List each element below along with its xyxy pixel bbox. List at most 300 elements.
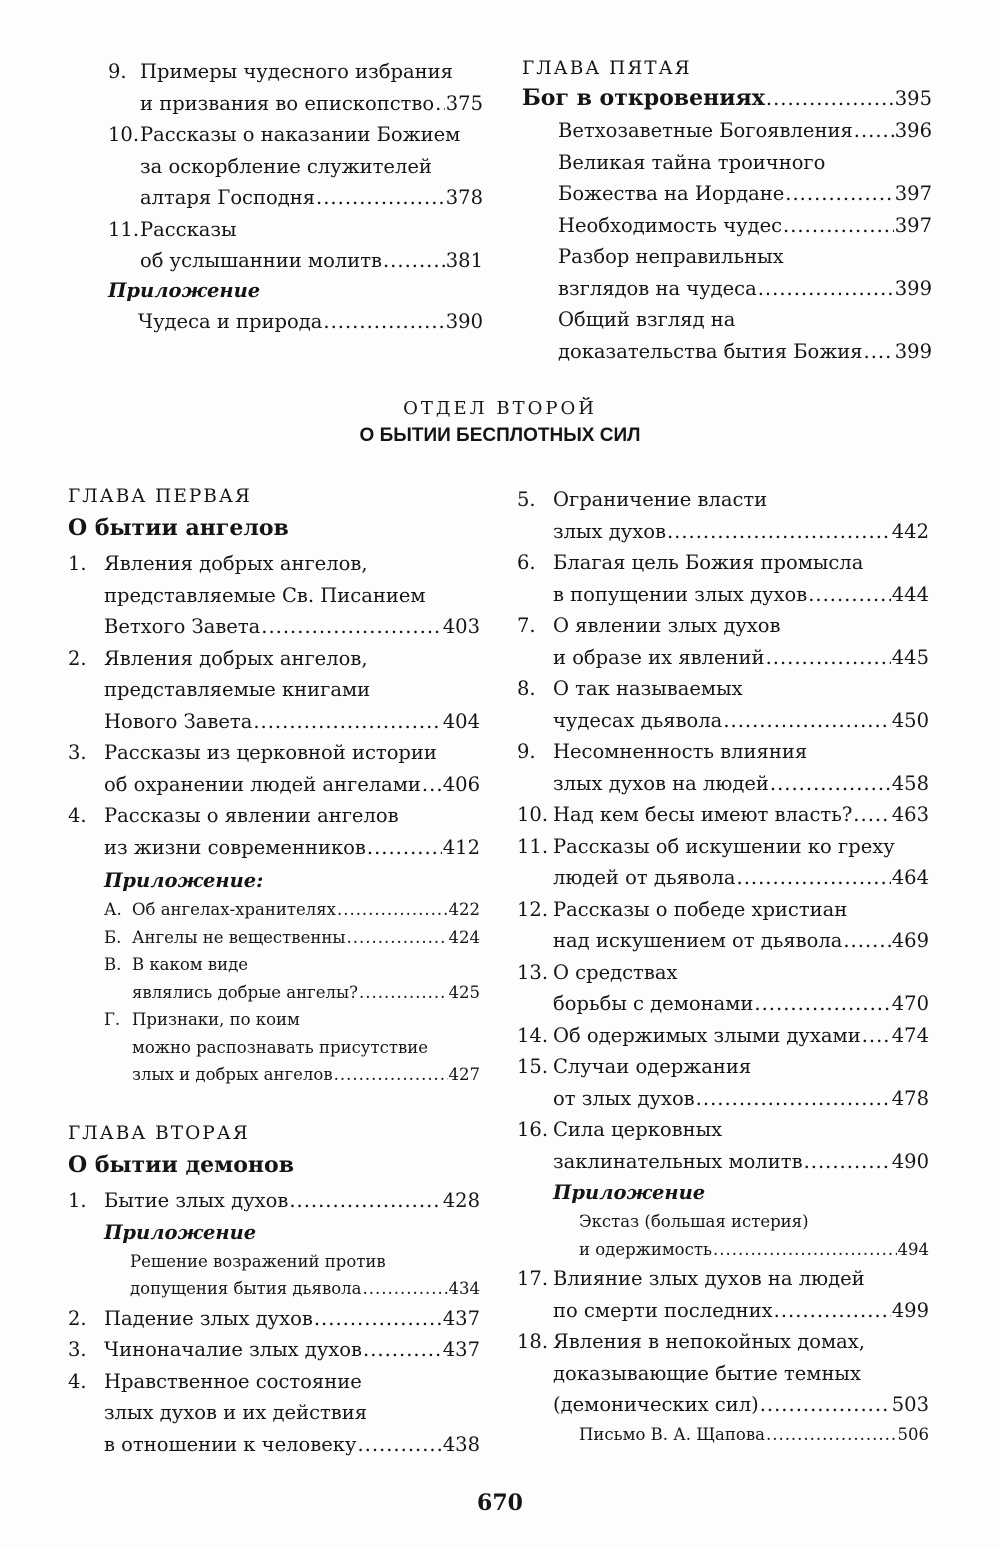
entry-title-line: Явления в непокойных домах, xyxy=(553,1330,865,1353)
entry-title-line: Ангелы не вещественны xyxy=(132,927,346,947)
entry-title-line: Рассказы о явлении ангелов xyxy=(104,804,399,827)
entry-title-line: Письмо В. А. Щапова xyxy=(579,1424,765,1444)
toc-entry[interactable] xyxy=(517,1114,929,1177)
entry-last-line xyxy=(130,1275,480,1303)
toc-entry[interactable] xyxy=(517,799,929,831)
page-ref: 399 xyxy=(894,276,932,300)
leader-dots xyxy=(367,832,442,864)
entry-body xyxy=(553,1263,929,1326)
page-ref: 378 xyxy=(445,186,483,209)
leader-dots xyxy=(363,1334,442,1366)
entry-title-line: Влияние злых духов на людей xyxy=(553,1267,865,1290)
toc-entry[interactable] xyxy=(517,610,929,673)
entry-body xyxy=(553,547,929,610)
entry-number: 14. xyxy=(517,1023,549,1047)
toc-chapter-1 xyxy=(68,484,480,1089)
page-ref: 406 xyxy=(442,772,480,796)
entry-number: 12. xyxy=(517,897,549,921)
page-ref: 412 xyxy=(442,835,480,859)
leader-dots xyxy=(864,336,894,368)
page-ref: 422 xyxy=(448,900,480,919)
entry-body xyxy=(558,115,932,147)
toc-entry[interactable] xyxy=(138,306,483,338)
entry-body xyxy=(104,1366,480,1461)
page-ref: 375 xyxy=(445,91,483,115)
page-ref: 499 xyxy=(891,1298,929,1322)
leader-dots xyxy=(804,1146,891,1178)
page-ref: 490 xyxy=(891,1149,929,1173)
entry-number: 13. xyxy=(517,960,549,984)
toc-entry[interactable] xyxy=(558,210,932,242)
entry-number: 5. xyxy=(517,488,536,511)
leader-dots xyxy=(289,1185,441,1217)
entry-body xyxy=(553,831,929,894)
entry-body xyxy=(558,241,932,304)
entry-title-line: Великая тайна троичного xyxy=(558,150,826,174)
entry-body xyxy=(553,1326,929,1421)
toc-entry[interactable] xyxy=(517,957,929,1020)
page-ref: 396 xyxy=(894,119,932,142)
entry-title-line: злых духов xyxy=(553,519,666,543)
page-ref: 469 xyxy=(891,929,929,952)
chapter-kicker: ГЛАВА ПЯТАЯ xyxy=(522,58,692,79)
page-ref: 404 xyxy=(442,709,480,733)
toc-entry[interactable] xyxy=(558,304,932,367)
entry-body xyxy=(553,673,929,736)
entry-last-line xyxy=(104,611,480,643)
entry-title-line: Явления добрых ангелов, xyxy=(104,646,368,670)
toc-chapter-2-continued xyxy=(517,484,929,1448)
page-ref: 437 xyxy=(442,1306,480,1330)
toc-entry[interactable] xyxy=(517,1326,929,1421)
leader-dots xyxy=(713,1236,897,1264)
entry-title-line: Рассказы xyxy=(140,217,237,241)
toc-entry[interactable] xyxy=(68,548,480,643)
entry-last-line xyxy=(553,1146,929,1178)
entry-number: 6. xyxy=(517,551,536,574)
entry-body xyxy=(104,737,480,800)
entry-title-line: (демонических сил) xyxy=(553,1393,759,1416)
chapter-title: Бог в откровениях xyxy=(522,85,765,111)
entry-body xyxy=(553,736,929,799)
entry-title-line: и образе их явлений xyxy=(553,645,765,669)
entry-body xyxy=(104,800,480,863)
entry-title-line: доказывающие бытие темных xyxy=(553,1361,861,1385)
page-ref: 425 xyxy=(448,982,480,1002)
entry-last-line xyxy=(558,115,932,147)
entry-title-line: людей от дьявола xyxy=(553,866,736,889)
entry-title-line: взглядов на чудеса xyxy=(558,276,757,300)
toc-entry[interactable] xyxy=(104,1006,480,1089)
entry-last-line xyxy=(553,768,929,800)
leader-dots xyxy=(766,1421,897,1449)
toc-entry[interactable] xyxy=(517,736,929,799)
entry-title-line: Об одержимых злыми духами xyxy=(553,1023,861,1047)
leader-dots xyxy=(337,896,448,924)
entry-title-line: в попущении злых духов xyxy=(553,582,808,606)
entry-body xyxy=(140,214,483,277)
leader-dots xyxy=(843,925,890,957)
entry-body xyxy=(132,951,480,1006)
entry-title-line: Чудеса и природа xyxy=(138,309,323,333)
toc-entry[interactable] xyxy=(108,56,483,119)
page-ref: 428 xyxy=(442,1189,480,1212)
toc-entry[interactable] xyxy=(68,1185,480,1217)
entry-number: Б. xyxy=(104,927,122,947)
page-ref: 395 xyxy=(894,87,932,110)
toc-entry[interactable] xyxy=(579,1421,929,1449)
entry-title-line: об охранении людей ангелами xyxy=(104,772,421,796)
entry-body xyxy=(553,1051,929,1114)
entry-title-line: из жизни современников xyxy=(104,835,366,859)
entry-last-line xyxy=(558,336,932,368)
entry-number: 17. xyxy=(517,1267,549,1290)
entry-title-line: Сила церковных xyxy=(553,1118,723,1141)
entry-title-line: об услышаннии молитв xyxy=(140,249,382,272)
entry-title-line: Примеры чудесного избрания xyxy=(140,60,453,83)
leader-dots xyxy=(737,862,891,894)
entry-last-line xyxy=(140,182,483,214)
entry-number: 11. xyxy=(517,834,549,858)
entry-title-line: Рассказы о наказании Божием xyxy=(140,123,461,146)
entry-title-line: в отношении к человеку xyxy=(104,1432,357,1456)
entry-title-line: Решение возражений против xyxy=(130,1251,386,1271)
toc-entry[interactable] xyxy=(68,1366,480,1461)
entry-number: 8. xyxy=(517,677,536,700)
entry-last-line xyxy=(138,306,483,338)
toc-entry[interactable] xyxy=(104,951,480,1006)
page-ref: 470 xyxy=(891,992,929,1015)
entry-title-line: О явлении злых духов xyxy=(553,614,781,637)
toc-entry[interactable] xyxy=(104,896,480,924)
entry-number: 11. xyxy=(108,217,140,241)
entry-body xyxy=(130,1248,480,1303)
page-ref: 463 xyxy=(891,803,929,826)
entry-last-line xyxy=(553,988,929,1020)
page-ref: 424 xyxy=(448,927,480,947)
entry-title-line: и призвания во епископство xyxy=(140,91,435,115)
entry-last-line xyxy=(553,799,929,831)
entry-title-line: Необходимость чудес xyxy=(558,213,783,237)
toc-entry[interactable] xyxy=(579,1208,929,1263)
entry-last-line xyxy=(132,979,480,1007)
leader-dots xyxy=(253,706,441,738)
entry-body xyxy=(553,894,929,957)
toc-entry[interactable] xyxy=(68,1303,480,1335)
entry-title-line: представляемые книгами xyxy=(104,678,371,701)
entry-last-line xyxy=(104,769,480,801)
entry-last-line xyxy=(104,832,480,864)
section-kicker: ОТДЕЛ ВТОРОЙ xyxy=(403,398,597,419)
entry-number: 4. xyxy=(68,1369,87,1393)
toc-entry[interactable] xyxy=(517,484,929,547)
entry-body xyxy=(553,957,929,1020)
toc-entry[interactable] xyxy=(517,1263,929,1326)
entry-last-line xyxy=(104,1303,480,1335)
page-ref: 503 xyxy=(891,1393,929,1416)
toc-entry[interactable] xyxy=(517,1020,929,1052)
toc-entry[interactable] xyxy=(517,894,929,957)
entry-last-line xyxy=(553,1083,929,1115)
entry-number: 9. xyxy=(517,740,536,763)
entry-body xyxy=(558,210,932,242)
toc-entry[interactable] xyxy=(558,147,932,210)
page-number: 670 xyxy=(477,1490,523,1516)
entry-body xyxy=(553,484,929,547)
page-ref: 381 xyxy=(445,249,483,272)
appendix-label: Приложение xyxy=(104,1220,257,1244)
entry-number: 3. xyxy=(68,1338,87,1361)
entry-title-line: Экстаз (большая истерия) xyxy=(579,1212,809,1231)
leader-dots xyxy=(435,88,445,120)
entry-number: 15. xyxy=(517,1055,549,1078)
toc-entry[interactable] xyxy=(104,924,480,952)
entry-last-line xyxy=(558,210,932,242)
entry-last-line xyxy=(132,896,480,924)
entry-last-line xyxy=(558,273,932,305)
page-ref: 434 xyxy=(448,1279,480,1298)
leader-dots xyxy=(359,979,448,1007)
entry-last-line xyxy=(553,1389,929,1421)
entry-title-line: Рассказы о победе христиан xyxy=(553,897,848,921)
entry-title-line: и одержимость xyxy=(579,1239,712,1259)
entry-title-line: Явления добрых ангелов, xyxy=(104,552,368,575)
entry-last-line xyxy=(553,862,929,894)
entry-title-line: являлись добрые ангелы? xyxy=(132,982,358,1002)
leader-dots xyxy=(357,1429,441,1461)
toc-entry[interactable] xyxy=(68,643,480,738)
toc-entry[interactable] xyxy=(558,115,932,147)
leader-dots xyxy=(754,988,890,1020)
entry-number: 1. xyxy=(68,552,87,575)
entry-title-line: В каком виде xyxy=(132,955,249,974)
leader-dots xyxy=(766,642,891,674)
entry-body xyxy=(104,548,480,643)
entry-number: 16. xyxy=(517,1118,549,1141)
toc-entry[interactable] xyxy=(68,800,480,863)
entry-last-line xyxy=(553,516,929,548)
entry-last-line xyxy=(553,1020,929,1052)
leader-dots xyxy=(758,273,894,305)
page-ref: 458 xyxy=(891,771,929,795)
page-ref: 437 xyxy=(442,1338,480,1361)
entry-title-line: от злых духов xyxy=(553,1086,695,1110)
entry-title-line: злых и добрых ангелов xyxy=(132,1065,333,1084)
leader-dots xyxy=(323,306,444,338)
entry-number: 2. xyxy=(68,1306,87,1330)
page-ref: 438 xyxy=(442,1432,480,1456)
chapter-title: О бытии ангелов xyxy=(68,515,289,541)
leader-dots xyxy=(261,611,442,643)
page-ref: 397 xyxy=(894,213,932,237)
entry-body xyxy=(104,643,480,738)
leader-dots xyxy=(853,799,890,831)
entry-title-line: Нового Завета xyxy=(104,709,253,733)
entry-last-line xyxy=(553,705,929,737)
page-ref: 494 xyxy=(897,1239,929,1259)
leader-dots xyxy=(422,769,442,801)
entry-title-line: Чиноначалие злых духов xyxy=(104,1338,363,1361)
entry-number: 2. xyxy=(68,646,87,670)
leader-dots xyxy=(760,1389,891,1421)
toc-top-right xyxy=(522,56,932,367)
entry-last-line xyxy=(553,925,929,957)
entry-body xyxy=(553,1020,929,1052)
entry-title-line: представляемые Св. Писанием xyxy=(104,583,426,607)
chapter-kicker: ГЛАВА ПЕРВАЯ xyxy=(68,486,252,507)
entry-body xyxy=(140,56,483,119)
chapter-title-entry[interactable] xyxy=(522,82,932,115)
entry-title-line: О так называемых xyxy=(553,677,743,700)
entry-body xyxy=(104,1334,480,1366)
leader-dots xyxy=(774,1295,891,1327)
entry-title-line: Ветхозаветные Богоявления xyxy=(558,119,853,142)
page-ref: 506 xyxy=(897,1424,929,1444)
entry-title-line: Ограничение власти xyxy=(553,488,768,511)
leader-dots xyxy=(785,178,893,210)
entry-title-line: Об ангелах-хранителях xyxy=(132,900,336,919)
entry-last-line xyxy=(579,1236,929,1264)
entry-last-line xyxy=(104,1334,480,1366)
entry-number: 4. xyxy=(68,804,87,827)
entry-body xyxy=(579,1208,929,1263)
entry-number: 9. xyxy=(108,60,127,83)
toc-chapter-2 xyxy=(68,1121,480,1460)
entry-last-line xyxy=(553,579,929,611)
toc-top-left xyxy=(108,56,483,337)
leader-dots xyxy=(808,579,891,611)
chapter-title: О бытии демонов xyxy=(68,1152,294,1178)
entry-title-line: Нравственное состояние xyxy=(104,1369,362,1393)
leader-dots xyxy=(723,705,890,737)
entry-body xyxy=(104,1185,480,1217)
entry-title-line: алтаря Господня xyxy=(140,186,316,209)
entry-body xyxy=(132,896,480,924)
entry-number: 18. xyxy=(517,1330,549,1353)
entry-number: Г. xyxy=(104,1010,121,1029)
page-ref: 478 xyxy=(891,1086,929,1110)
entry-title-line: Божества на Иордане xyxy=(558,182,785,205)
page-ref: 474 xyxy=(891,1023,929,1047)
entry-title-line: О средствах xyxy=(553,960,678,984)
entry-title-line: заклинательных молитв xyxy=(553,1149,803,1173)
leader-dots xyxy=(783,210,894,242)
toc-entry[interactable] xyxy=(558,241,932,304)
entry-number: В. xyxy=(104,955,122,974)
entry-title-line: можно распознавать присутствие xyxy=(132,1037,429,1057)
toc-entry[interactable] xyxy=(68,1334,480,1366)
entry-body xyxy=(579,1421,929,1449)
entry-body xyxy=(558,147,932,210)
entry-last-line xyxy=(553,1295,929,1327)
entry-title-line: за оскорбление служителей xyxy=(140,154,432,178)
page-ref: 427 xyxy=(448,1065,480,1084)
toc-entry[interactable] xyxy=(108,119,483,214)
leader-dots xyxy=(363,1275,448,1303)
chapter-kicker: ГЛАВА ВТОРАЯ xyxy=(68,1123,250,1144)
entry-title-line: Рассказы об искушении ко греху xyxy=(553,834,895,858)
entry-last-line xyxy=(553,642,929,674)
entry-last-line xyxy=(132,1061,480,1089)
entry-title-line: злых духов и их действия xyxy=(104,1401,368,1424)
entry-last-line xyxy=(132,924,480,952)
appendix-label: Приложение: xyxy=(104,869,264,892)
page-ref: 399 xyxy=(894,339,932,363)
entry-last-line xyxy=(104,1185,480,1217)
toc-entry[interactable] xyxy=(108,214,483,277)
entry-number: А. xyxy=(104,900,122,919)
page-ref: 403 xyxy=(442,615,480,638)
entry-title-line: Случаи одержания xyxy=(553,1055,752,1078)
section-title: О БЫТИИ БЕСПЛОТНЫХ СИЛ xyxy=(359,425,641,446)
entry-number: 10. xyxy=(108,123,140,146)
section-heading xyxy=(0,398,1000,447)
toc-entry[interactable] xyxy=(517,547,929,610)
toc-entry[interactable] xyxy=(68,737,480,800)
leader-dots xyxy=(316,182,445,214)
entry-body xyxy=(132,924,480,952)
entry-title-line: допущения бытия дьявола xyxy=(130,1279,362,1298)
toc-entry[interactable] xyxy=(517,673,929,736)
entry-number: 3. xyxy=(68,741,87,764)
entry-title-line: Несомненность влияния xyxy=(553,740,808,763)
entry-title-line: злых духов на людей xyxy=(553,771,769,795)
entry-title-line: Бытие злых духов xyxy=(104,1189,289,1212)
entry-title-line: по смерти последних xyxy=(553,1298,773,1322)
entry-number: 1. xyxy=(68,1189,87,1212)
page-ref: 450 xyxy=(891,708,929,732)
page-ref: 397 xyxy=(894,182,932,205)
leader-dots xyxy=(854,115,894,147)
entry-title-line: Благая цель Божия промысла xyxy=(553,551,864,574)
entry-title-line: Над кем бесы имеют власть? xyxy=(553,803,853,826)
entry-title-line: Признаки, по коим xyxy=(132,1010,300,1029)
entry-title-line: борьбы с демонами xyxy=(553,992,754,1015)
page-ref: 464 xyxy=(891,866,929,889)
leader-dots xyxy=(770,768,891,800)
toc-entry[interactable] xyxy=(517,831,929,894)
leader-dots xyxy=(696,1083,891,1115)
appendix-label: Приложение xyxy=(108,278,261,302)
entry-title-line: доказательства бытия Божия xyxy=(558,339,863,363)
entry-last-line xyxy=(104,706,480,738)
entry-body xyxy=(553,1114,929,1177)
entry-body xyxy=(132,1006,480,1089)
page-ref: 445 xyxy=(891,645,929,669)
leader-dots xyxy=(346,924,447,952)
entry-body xyxy=(138,306,483,338)
entry-body xyxy=(553,799,929,831)
leader-dots xyxy=(862,1020,891,1052)
leader-dots xyxy=(383,245,445,277)
entry-last-line xyxy=(579,1421,929,1449)
page-ref: 442 xyxy=(891,519,929,543)
entry-title-line: Общий взгляд на xyxy=(558,308,736,331)
toc-entry[interactable] xyxy=(130,1248,480,1303)
leader-dots xyxy=(314,1303,442,1335)
entry-last-line xyxy=(140,88,483,120)
entry-body xyxy=(553,610,929,673)
leader-dots xyxy=(766,83,894,115)
entry-last-line xyxy=(104,1429,480,1461)
leader-dots xyxy=(334,1061,448,1089)
entry-last-line xyxy=(140,245,483,277)
entry-number: 10. xyxy=(517,803,549,826)
toc-entry[interactable] xyxy=(517,1051,929,1114)
entry-number: 7. xyxy=(517,614,536,637)
page-ref: 444 xyxy=(891,582,929,606)
entry-body xyxy=(104,1303,480,1335)
